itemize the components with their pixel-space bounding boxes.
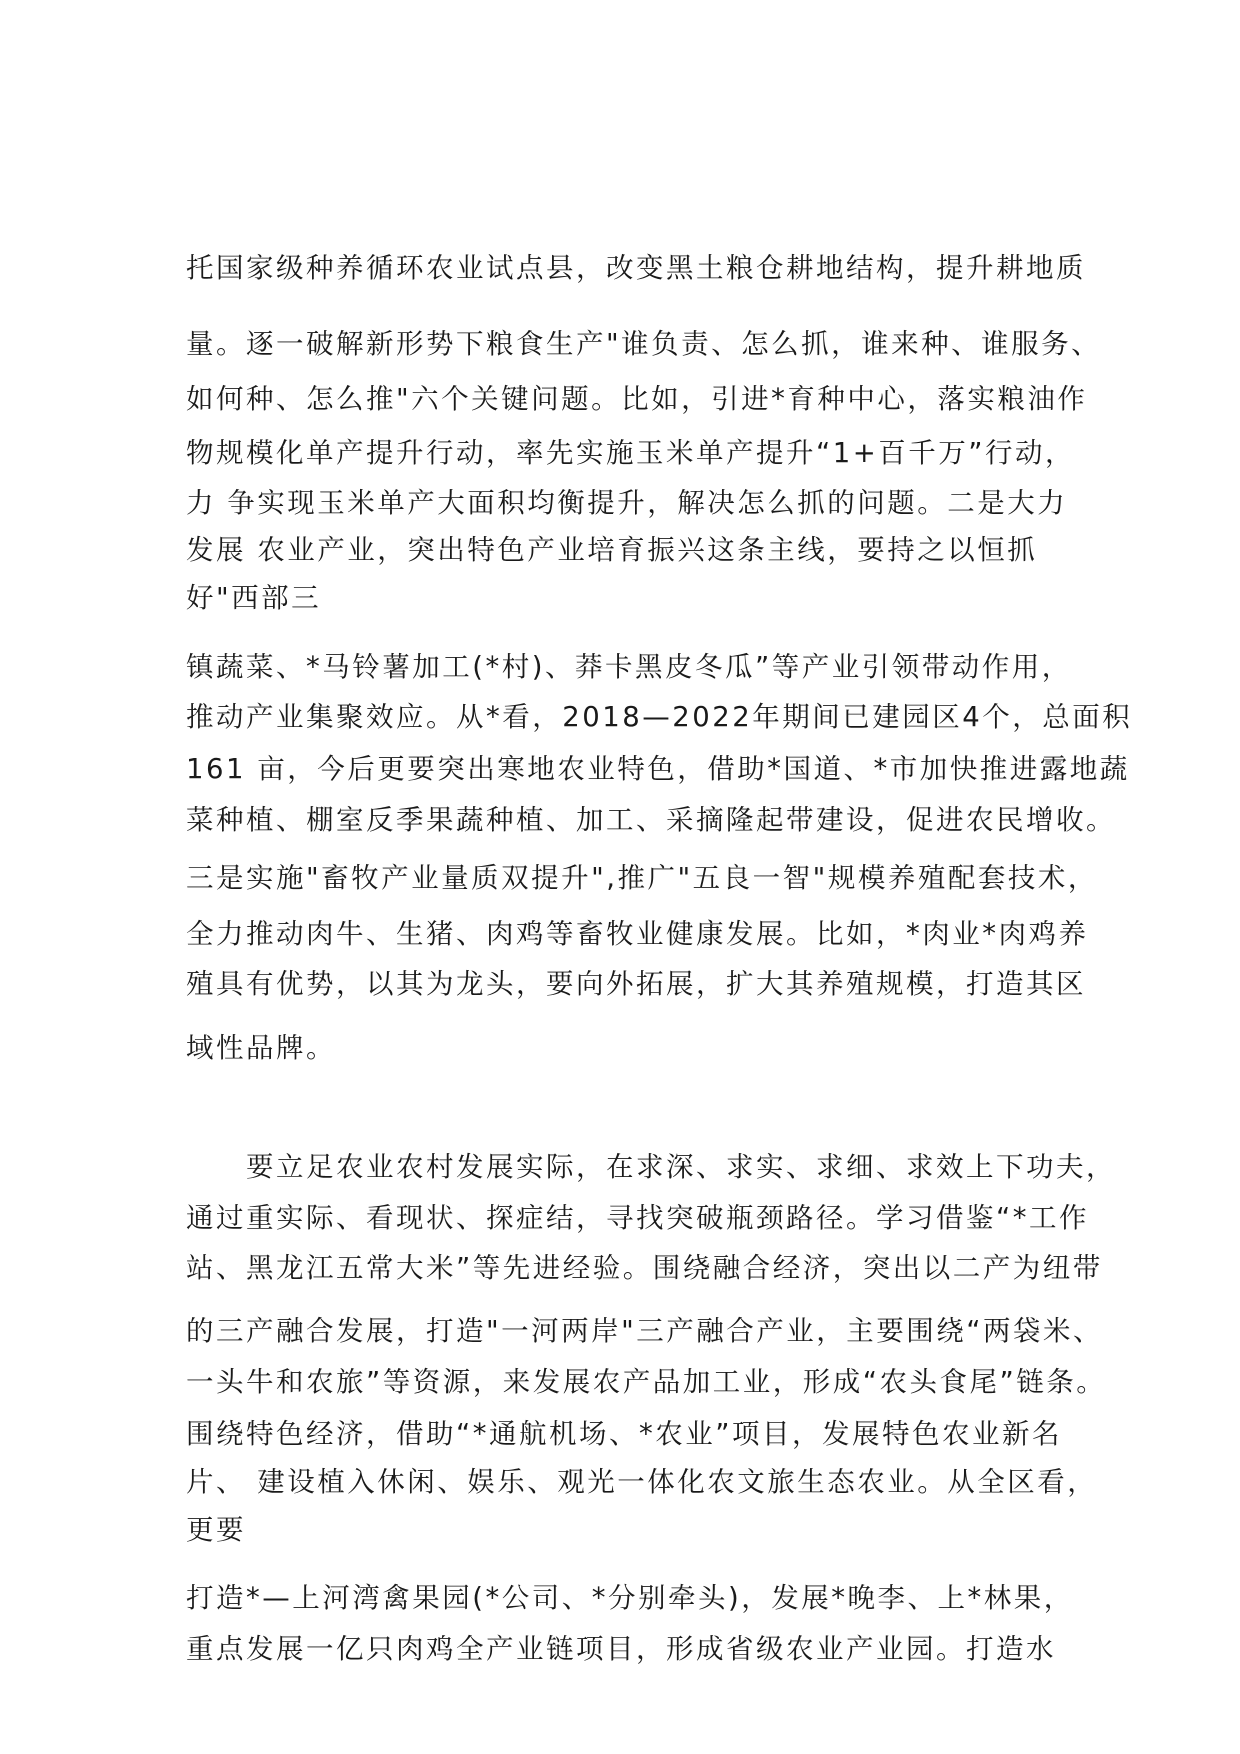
text-line: 镇蔬菜、*马铃薯加工(*村)、莽卡黑皮冬瓜”等产业引领带动作用，: [186, 651, 1072, 683]
paragraph-first-line: 要立足农业农村发展实际，在求深、求实、求细、求效上下功夫，: [246, 1151, 1116, 1183]
text-line: 围绕特色经济，借助“*通航机场、*农业”项目，发展特色农业新名: [186, 1418, 1062, 1450]
text-line: 打造*—上河湾禽果园(*公司、*分别牵头)，发展*晚李、上*林果，: [186, 1582, 1074, 1614]
text-line: 发展 农业产业，突出特色产业培育振兴这条主线，要持之以恒抓: [186, 534, 1038, 566]
text-line: 好"西部三: [186, 582, 322, 614]
text-line: 片、 建设植入休闲、娱乐、观光一体化农文旅生态农业。从全区看，: [186, 1466, 1098, 1498]
text-line: 推动产业集聚效应。从*看，2018—2022年期间已建园区4个，总面积: [186, 701, 1133, 733]
text-line: 力 争实现玉米单产大面积均衡提升，解决怎么抓的问题。二是大力: [186, 487, 1068, 519]
text-line: 站、黑龙江五常大米”等先进经验。围绕融合经济，突出以二产为纽带: [186, 1252, 1103, 1284]
text-line: 全力推动肉牛、生猪、肉鸡等畜牧业健康发展。比如，*肉业*肉鸡养: [186, 918, 1089, 950]
text-line: 161 亩，今后更要突出寒地农业特色，借助*国道、*市加快推进露地蔬: [186, 753, 1130, 785]
text-line: 一头牛和农旅”等资源，来发展农产品加工业，形成“农头食尾”链条。: [186, 1366, 1107, 1398]
text-line: 如何种、怎么推"六个关键问题。比如，引进*育种中心，落实粮油作: [186, 383, 1088, 415]
text-line: 量。逐一破解新形势下粮食生产"谁负责、怎么抓，谁来种、谁服务、: [186, 328, 1102, 360]
text-line: 域性品牌。: [186, 1032, 336, 1064]
text-line: 物规模化单产提升行动，率先实施玉米单产提升“1+百千万”行动，: [186, 437, 1076, 469]
text-line: 菜种植、棚室反季果蔬种植、加工、采摘隆起带建设，促进农民增收。: [186, 804, 1116, 836]
text-line: 重点发展一亿只肉鸡全产业链项目，形成省级农业产业园。打造水: [186, 1633, 1056, 1665]
text-line: 三是实施"畜牧产业量质双提升",推广"五良一智"规模养殖配套技术，: [186, 862, 1098, 894]
text-line: 的三产融合发展，打造"一河两岸"三产融合产业，主要围绕“两袋米、: [186, 1315, 1104, 1347]
text-line: 更要: [186, 1514, 246, 1546]
text-line: 托国家级种养循环农业试点县，改变黑土粮仓耕地结构，提升耕地质: [186, 252, 1086, 284]
text-line: 通过重实际、看现状、探症结，寻找突破瓶颈路径。学习借鉴“*工作: [186, 1202, 1089, 1234]
text-line: 殖具有优势，以其为龙头，要向外拓展，扩大其养殖规模，打造其区: [186, 968, 1086, 1000]
